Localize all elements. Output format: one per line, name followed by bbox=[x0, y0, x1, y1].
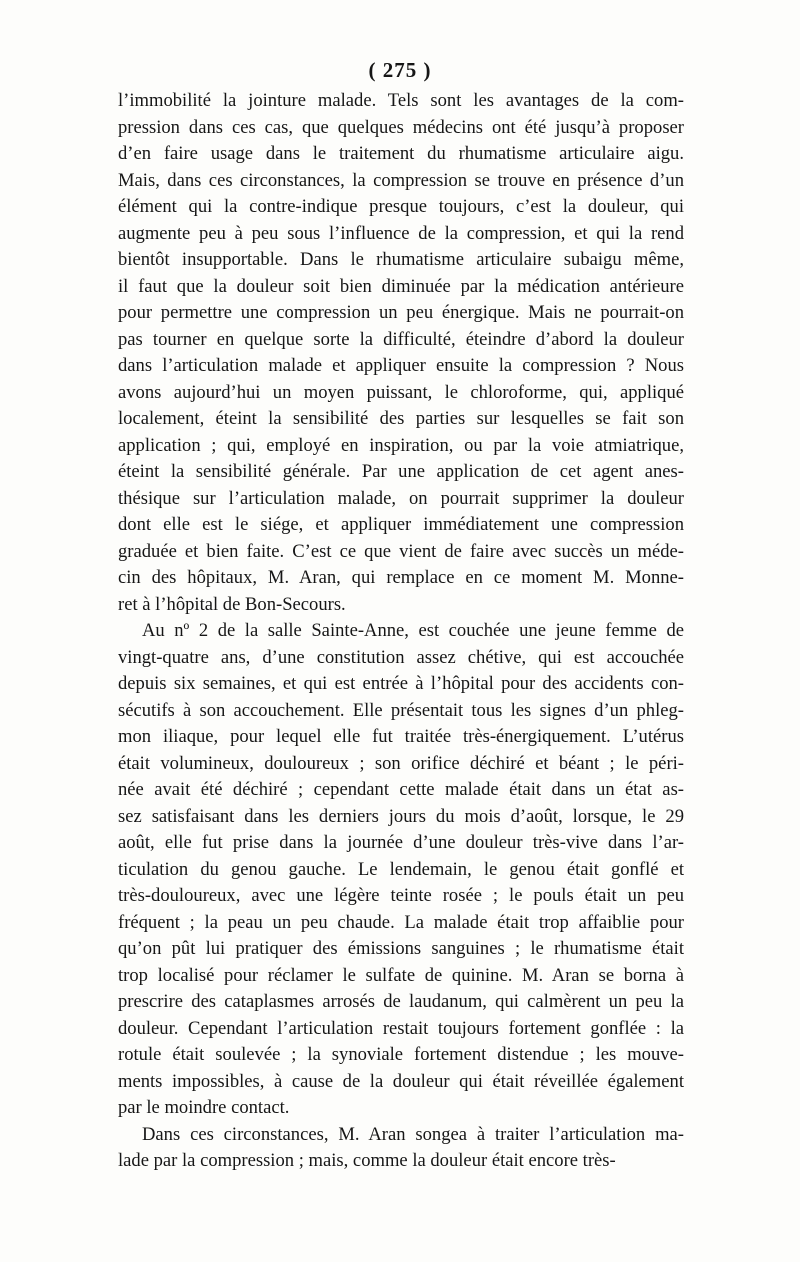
text-line: par le moindre contact. bbox=[118, 1097, 290, 1118]
text-line: très-douloureux, avec une légère teinte rosée ; le pouls était un peu bbox=[118, 885, 684, 906]
text-line: d’en faire usage dans le traitement du rhumatisme articulaire aigu. bbox=[118, 143, 684, 164]
text-line: était volumineux, douloureux ; son orifice déchiré et béant ; le péri- bbox=[118, 752, 684, 774]
text-line: qu’on pût lui pratiquer des émissions sanguines ; le rhumatisme était bbox=[118, 938, 684, 959]
text-line: sez satisfaisant dans les derniers jours du mois d’août, lorsque, le 29 bbox=[118, 805, 684, 827]
text-line: graduée et bien faite. C’est ce que vient de faire avec succès un méde- bbox=[118, 540, 684, 562]
text-line: fréquent ; la peau un peu chaude. La malade était trop affaiblie pour bbox=[118, 911, 684, 933]
text-line: douleur. Cependant l’articulation restait toujours fortement gonflée : la bbox=[118, 1017, 684, 1039]
text-line: dans l’articulation malade et appliquer ensuite la compression ? Nous bbox=[118, 355, 684, 376]
text-line: avons aujourd’hui un moyen puissant, le chloroforme, qui, appliqué bbox=[118, 381, 684, 403]
text-line: rotule était soulevée ; la synoviale fortement distendue ; les mouve- bbox=[118, 1044, 684, 1065]
paragraph bbox=[118, 1122, 684, 1175]
text-line: prescrire des cataplasmes arrosés de laudanum, qui calmèrent un peu la bbox=[118, 991, 684, 1012]
text-line: l’immobilité la jointure malade. Tels sont les avantages de la com- bbox=[118, 90, 684, 111]
text-line: trop localisé pour réclamer le sulfate de quinine. M. Aran se borna à bbox=[118, 964, 684, 986]
text-line: vingt-quatre ans, d’une constitution assez chétive, qui est accouchée bbox=[118, 646, 684, 668]
text-line: élément qui la contre-indique presque toujours, c’est la douleur, qui bbox=[118, 196, 684, 217]
paragraph bbox=[118, 88, 684, 618]
text-line: pour permettre une compression un peu énergique. Mais ne pourrait-on bbox=[118, 302, 684, 323]
paragraph bbox=[118, 618, 684, 1122]
text-line: ticulation du genou gauche. Le lendemain, le genou était gonflé et bbox=[118, 858, 684, 880]
text-line: Au nº 2 de la salle Sainte-Anne, est couchée une jeune femme de bbox=[142, 620, 684, 641]
text-line: éteint la sensibilité générale. Par une application de cet agent anes- bbox=[118, 461, 684, 482]
text-line: augmente peu à peu sous l’influence de la compression, et qui la rend bbox=[118, 222, 684, 244]
text-line: Dans ces circonstances, M. Aran songea à traiter l’articulation ma- bbox=[142, 1123, 684, 1145]
text-line: sécutifs à son accouchement. Elle présentait tous les signes d’un phleg- bbox=[118, 699, 684, 721]
text-line: pas tourner en quelque sorte la difficulté, éteindre d’abord la douleur bbox=[118, 328, 684, 350]
page-number: ( 275 ) bbox=[368, 58, 432, 82]
text-line: dont elle est le siége, et appliquer immédiatement une compression bbox=[118, 514, 684, 535]
text-line: Mais, dans ces circonstances, la compression se trouve en présence d’un bbox=[118, 169, 684, 191]
text-line: application ; qui, employé en inspiration, ou par la voie atmiatrique, bbox=[118, 434, 684, 456]
text-line: il faut que la douleur soit bien diminuée par la médication antérieure bbox=[118, 275, 684, 297]
text-line: mon iliaque, pour lequel elle fut traitée très-énergiquement. L’utérus bbox=[118, 726, 684, 747]
text-line: localement, éteint la sensibilité des parties sur lesquelles se fait son bbox=[118, 408, 684, 429]
text-line: cin des hôpitaux, M. Aran, qui remplace en ce moment M. Monne- bbox=[118, 567, 684, 588]
text-line: thésique sur l’articulation malade, on pourrait supprimer la douleur bbox=[118, 487, 684, 509]
text-line: lade par la compression ; mais, comme la douleur était encore très- bbox=[118, 1150, 616, 1171]
text-line: née avait été déchiré ; cependant cette malade était dans un état as- bbox=[118, 779, 684, 800]
text-line: août, elle fut prise dans la journée d’une douleur très-vive dans l’ar- bbox=[118, 832, 684, 853]
text-line: ments impossibles, à cause de la douleur qui était réveillée également bbox=[118, 1070, 684, 1092]
text-line: bientôt insupportable. Dans le rhumatisme articulaire subaigu même, bbox=[118, 249, 684, 270]
body-text bbox=[118, 88, 684, 1175]
text-line: ret à l’hôpital de Bon-Secours. bbox=[118, 593, 346, 615]
text-line: pression dans ces cas, que quelques médecins ont été jusqu’à proposer bbox=[118, 116, 684, 138]
text-line: depuis six semaines, et qui est entrée à l’hôpital pour des accidents con- bbox=[118, 673, 684, 694]
